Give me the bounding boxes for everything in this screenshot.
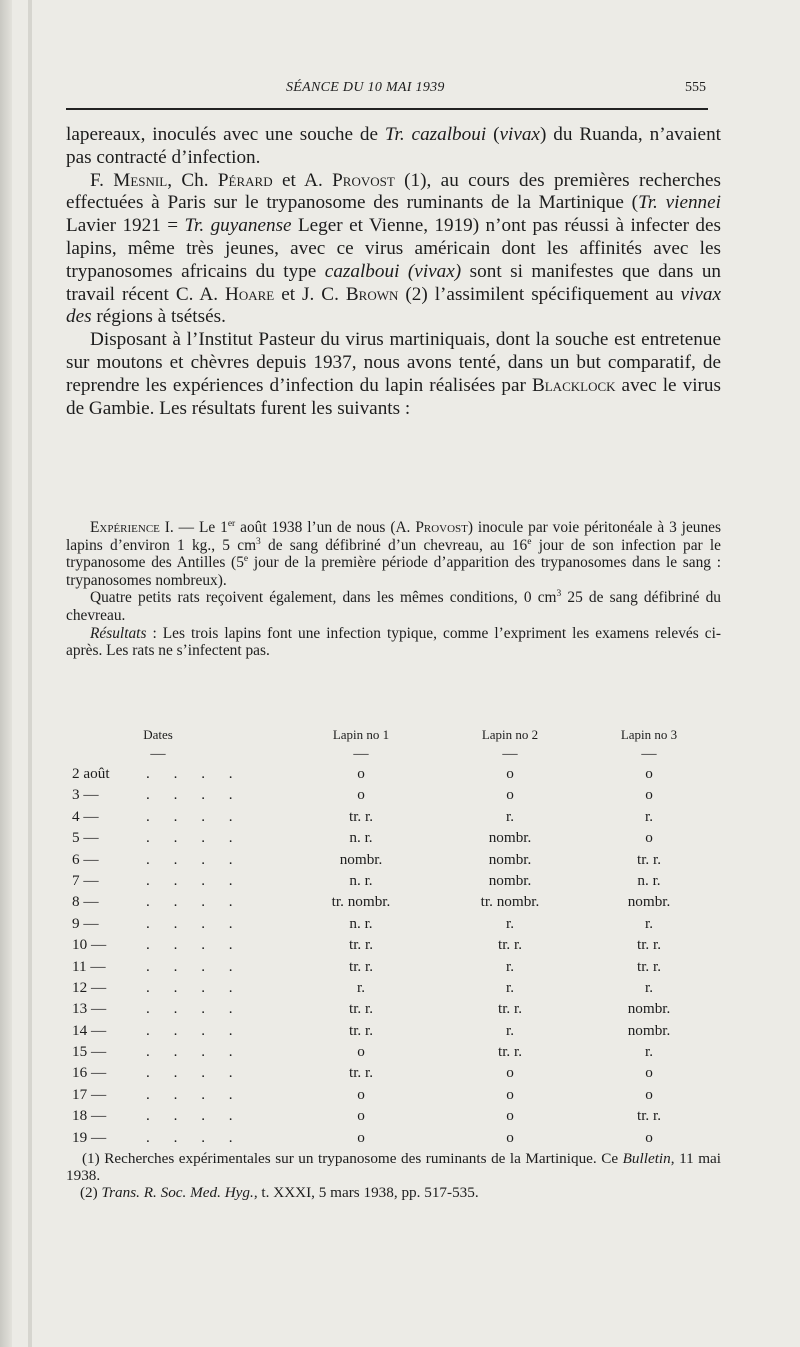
running-head [66, 80, 706, 100]
table-cell-lapin-1: tr. r. [348, 957, 374, 975]
table-body [66, 765, 726, 1150]
table-cell-dots: . . . . [146, 957, 243, 975]
page-binding-shadow [0, 0, 12, 1347]
footnote-2: (2) Trans. R. Soc. Med. Hyg., t. XXXI, 5 mars 1938, pp. 517-535. [80, 1184, 479, 1201]
table-cell-lapin-1: o [357, 1128, 365, 1146]
table-cell-lapin-3: o [645, 1128, 653, 1146]
page-binding-edge [28, 0, 32, 1347]
table-cell-lapin-2: tr. r. [497, 1000, 523, 1018]
footnote-1: (1) Recherches expérimentales sur un trypanosome des ruminants de la Martinique. Ce Bulletin, 11 mai 1938. [66, 1150, 721, 1184]
table-cell-dots: . . . . [146, 936, 243, 954]
running-head-title: SÉANCE DU 10 MAI 1939 [286, 80, 445, 95]
table-cell-dots: . . . . [146, 871, 243, 889]
table-row [66, 1000, 726, 1021]
table-dash-row [66, 745, 726, 765]
table-row [66, 1107, 726, 1128]
table-header-row [66, 727, 726, 745]
table-cell-date: 10 — [72, 936, 107, 954]
table-cell-lapin-3: o [645, 829, 653, 847]
table-cell-lapin-1: nombr. [339, 850, 383, 868]
experiment-paragraph-3: Résultats : Les trois lapins font une infection typique, comme l’expriment les examens relevés ci-après. Les rats ne s’infectent pas. [66, 624, 721, 660]
table-row [66, 786, 726, 807]
table-cell-lapin-1: tr. r. [348, 1000, 374, 1018]
table-cell-date: 9 — [72, 914, 99, 932]
table-cell-lapin-2: tr. r. [497, 1043, 523, 1061]
table-cell-dots: . . . . [146, 786, 243, 804]
header-lapin-3: Lapin no 3 [620, 727, 678, 742]
table-row [66, 829, 726, 850]
table-row [66, 851, 726, 872]
table-cell-date: 4 — [72, 807, 99, 825]
dash: — [641, 745, 657, 762]
dash: — [502, 745, 518, 762]
table-cell-lapin-3: tr. r. [636, 1107, 662, 1125]
table-row [66, 1064, 726, 1085]
table-cell-date: 15 — [72, 1043, 107, 1061]
table-cell-date: 13 — [72, 1000, 107, 1018]
table-cell-lapin-1: n. r. [349, 914, 373, 932]
table-row [66, 1086, 726, 1107]
table-cell-date: 6 — [72, 850, 99, 868]
table-cell-date: 2 août [72, 765, 110, 782]
table-cell-date: 14 — [72, 1021, 107, 1039]
table-cell-lapin-1: n. r. [349, 829, 373, 847]
dash: — [353, 745, 369, 762]
header-lapin-1: Lapin no 1 [332, 727, 390, 742]
table-cell-lapin-3: nombr. [627, 1021, 671, 1039]
table-cell-lapin-2: nombr. [488, 829, 532, 847]
table-cell-lapin-2: tr. r. [497, 936, 523, 954]
table-cell-lapin-2: tr. nombr. [480, 893, 540, 911]
table-row [66, 958, 726, 979]
table-cell-date: 12 — [72, 978, 107, 996]
table-row [66, 979, 726, 1000]
table-cell-lapin-3: nombr. [627, 1000, 671, 1018]
table-cell-date: 7 — [72, 871, 99, 889]
table-cell-lapin-1: tr. r. [348, 936, 374, 954]
table-cell-lapin-2: o [506, 1128, 514, 1146]
experiment-paragraph-2: Quatre petits rats reçoivent également, dans les mêmes conditions, 0 $cm^3$ 25 de sang défibriné du chevreau. [66, 588, 722, 624]
table-cell-lapin-2: r. [505, 957, 515, 975]
table-cell-date: 11 — [72, 957, 106, 975]
table-cell-lapin-3: r. [644, 914, 654, 932]
table-row [66, 1022, 726, 1043]
table-row [66, 872, 726, 893]
header-lapin-2: Lapin no 2 [481, 727, 539, 742]
table-cell-lapin-1: tr. r. [348, 807, 374, 825]
table-cell-dots: . . . . [146, 1000, 243, 1018]
page-number: 555 [685, 80, 706, 95]
table-cell-lapin-1: o [357, 765, 365, 782]
results-table [66, 727, 726, 1150]
table-cell-date: 5 — [72, 829, 99, 847]
table-cell-lapin-3: tr. r. [636, 850, 662, 868]
table-cell-lapin-3: nombr. [627, 893, 671, 911]
table-cell-lapin-1: tr. r. [348, 1021, 374, 1039]
table-cell-date: 18 — [72, 1107, 107, 1125]
table-cell-lapin-1: o [357, 786, 365, 804]
table-cell-dots: . . . . [146, 1085, 243, 1103]
table-row [66, 936, 726, 957]
table-cell-lapin-3: o [645, 765, 653, 782]
table-row [66, 765, 726, 786]
table-cell-lapin-2: nombr. [488, 850, 532, 868]
table-cell-lapin-2: r. [505, 914, 515, 932]
table-cell-lapin-2: o [506, 1064, 514, 1082]
header-dates: Dates [143, 727, 173, 742]
table-cell-dots: . . . . [146, 1043, 243, 1061]
table-cell-lapin-1: o [357, 1043, 365, 1061]
table-cell-lapin-3: r. [644, 807, 654, 825]
table-cell-date: 3 — [72, 786, 99, 804]
table-cell-date: 8 — [72, 893, 99, 911]
table-cell-dots: . . . . [146, 978, 243, 996]
table-cell-lapin-3: r. [644, 1043, 654, 1061]
table-cell-lapin-2: o [506, 786, 514, 804]
table-cell-dots: . . . . [146, 807, 243, 825]
table-cell-lapin-2: o [506, 1107, 514, 1125]
table-cell-lapin-1: r. [356, 978, 366, 996]
table-cell-date: 16 — [72, 1064, 107, 1082]
table-cell-date: 19 — [72, 1128, 107, 1146]
table-row [66, 915, 726, 936]
table-cell-lapin-2: r. [505, 1021, 515, 1039]
table-cell-lapin-2: r. [505, 978, 515, 996]
body-paragraph-1: lapereaux, inoculés avec une souche de Tr. cazalboui (vivax) du Ruanda, n’avaient pas contracté d’infection. [66, 124, 722, 168]
table-cell-lapin-1: o [357, 1107, 365, 1125]
table-cell-lapin-3: o [645, 1085, 653, 1103]
table-row [66, 808, 726, 829]
table-cell-dots: . . . . [146, 829, 243, 847]
table-cell-dots: . . . . [146, 850, 243, 868]
table-cell-lapin-1: tr. r. [348, 1064, 374, 1082]
table-cell-lapin-2: nombr. [488, 871, 532, 889]
dash: — [150, 745, 166, 762]
table-cell-lapin-3: o [645, 786, 653, 804]
table-cell-lapin-2: r. [505, 807, 515, 825]
table-row [66, 893, 726, 914]
footnotes [66, 1150, 721, 1201]
table-cell-dots: . . . . [146, 893, 243, 911]
experiment-section [66, 519, 721, 660]
table-cell-lapin-3: o [645, 1064, 653, 1082]
table-cell-dots: . . . . [146, 765, 243, 782]
header-rule [66, 108, 708, 110]
table-cell-dots: . . . . [146, 1128, 243, 1146]
table-cell-dots: . . . . [146, 1064, 243, 1082]
table-cell-lapin-2: o [506, 1085, 514, 1103]
table-cell-lapin-3: tr. r. [636, 957, 662, 975]
table-cell-lapin-3: n. r. [637, 871, 661, 889]
experiment-paragraph-1: Expérience I. — Le 1er août 1938 l’un de nous (A. Provost) inocule par voie péritonéale à 3 jeunes lapins d’environ 1 kg., 5 $cm^3$ de sang défibriné d’un chevreau, au 16e jour de son infection par le trypanosome des Antilles (5e jour de la première période d’apparition des trypanosomes dans le sang : trypanosomes nombreux). [66, 517, 722, 589]
table-row [66, 1043, 726, 1064]
body-text [66, 124, 721, 420]
table-cell-dots: . . . . [146, 1107, 243, 1125]
table-cell-lapin-1: n. r. [349, 871, 373, 889]
body-paragraph-2: F. Mesnil, Ch. Pérard et A. Provost (1), au cours des premières recherches effectuées à Paris sur le trypanosome des ruminants de la Martinique (Tr. viennei Lavier 1921 = Tr. guyanense Leger et Vienne, 1919) n’ont pas réussi à infecter des lapins, même très jeunes, avec ce virus américain dont les affinités avec les trypanosomes africains du type cazalboui (vivax) sont si manifestes que dans un travail récent C. A. Hoare et J. C. Brown (2) l’assimilent spécifiquement au vivax des régions à tsétsés. [66, 169, 722, 328]
table-cell-dots: . . . . [146, 1021, 243, 1039]
table-cell-date: 17 — [72, 1085, 107, 1103]
table-cell-lapin-1: o [357, 1085, 365, 1103]
body-paragraph-3: Disposant à l’Institut Pasteur du virus martiniquais, dont la souche est entretenue sur moutons et chèvres depuis 1937, nous avons tenté, dans un but comparatif, de reprendre les expériences d’infection du lapin réalisées par Blacklock avec le virus de Gambie. Les résultats furent les suivants : [66, 329, 721, 419]
table-row [66, 1129, 726, 1150]
table-cell-dots: . . . . [146, 914, 243, 932]
table-cell-lapin-3: tr. r. [636, 936, 662, 954]
table-cell-lapin-1: tr. nombr. [331, 893, 391, 911]
table-cell-lapin-3: r. [644, 978, 654, 996]
table-cell-lapin-2: o [506, 765, 514, 782]
